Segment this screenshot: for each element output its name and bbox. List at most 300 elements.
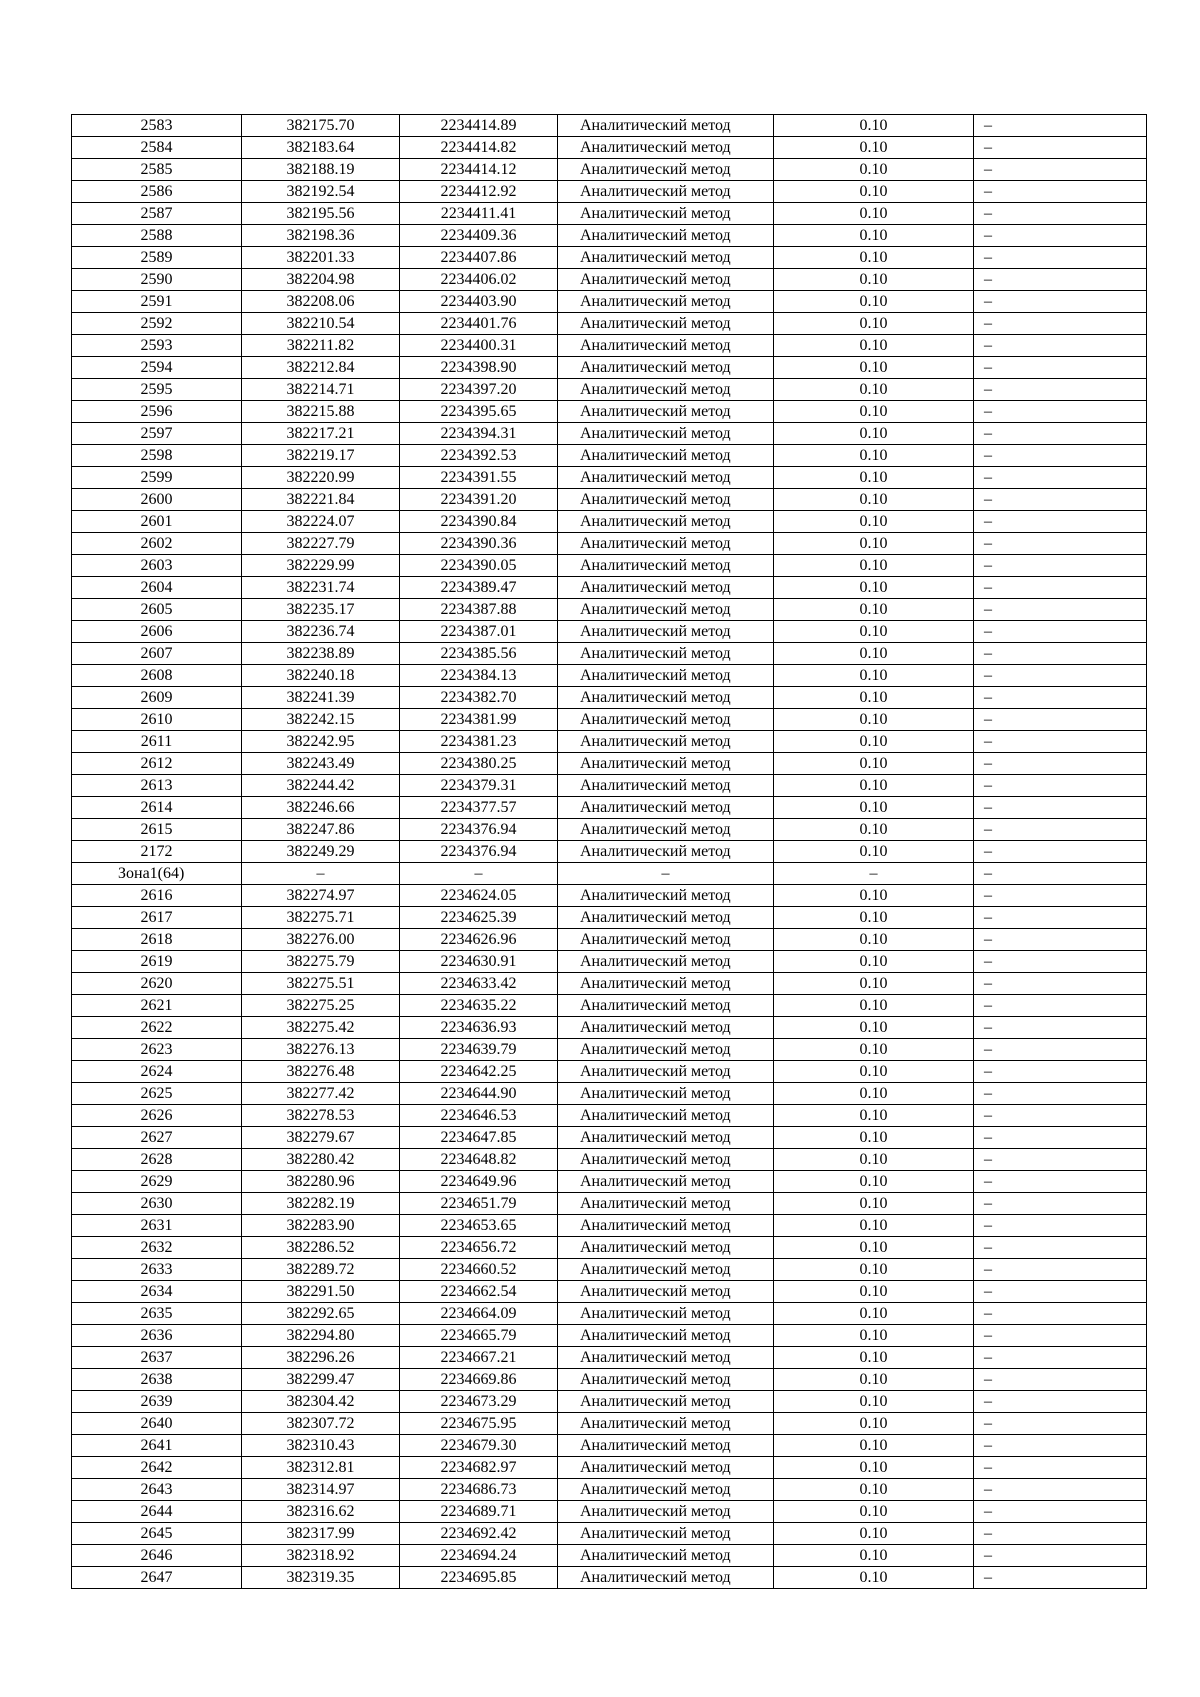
x-coordinate-cell: 382275.79	[242, 951, 400, 973]
x-coordinate-cell: 382215.88	[242, 401, 400, 423]
precision-cell: 0.10	[774, 423, 974, 445]
method-cell: Аналитический метод	[558, 1479, 774, 1501]
table-row	[72, 929, 1147, 951]
x-coordinate-cell: 382286.52	[242, 1237, 400, 1259]
precision-cell: 0.10	[774, 731, 974, 753]
table-row	[72, 1237, 1147, 1259]
note-cell: –	[974, 995, 1147, 1017]
x-coordinate-cell: 382227.79	[242, 533, 400, 555]
point-number-cell: 2618	[72, 929, 242, 951]
method-cell: Аналитический метод	[558, 357, 774, 379]
x-coordinate-cell: 382192.54	[242, 181, 400, 203]
x-coordinate-cell: 382188.19	[242, 159, 400, 181]
method-cell: Аналитический метод	[558, 137, 774, 159]
precision-cell: 0.10	[774, 225, 974, 247]
point-number-cell: 2604	[72, 577, 242, 599]
point-number-cell: 2635	[72, 1303, 242, 1325]
y-coordinate-cell: 2234376.94	[400, 819, 558, 841]
y-coordinate-cell: 2234633.42	[400, 973, 558, 995]
precision-cell: 0.10	[774, 1281, 974, 1303]
note-cell: –	[974, 335, 1147, 357]
x-coordinate-cell: 382201.33	[242, 247, 400, 269]
table-row	[72, 1457, 1147, 1479]
point-number-cell: 2606	[72, 621, 242, 643]
y-coordinate-cell: 2234646.53	[400, 1105, 558, 1127]
x-coordinate-cell: 382276.48	[242, 1061, 400, 1083]
table-row	[72, 577, 1147, 599]
note-cell: –	[974, 401, 1147, 423]
precision-cell: 0.10	[774, 1039, 974, 1061]
precision-cell: 0.10	[774, 973, 974, 995]
x-coordinate-cell: 382229.99	[242, 555, 400, 577]
note-cell: –	[974, 1061, 1147, 1083]
y-coordinate-cell: 2234394.31	[400, 423, 558, 445]
precision-cell: 0.10	[774, 1523, 974, 1545]
x-coordinate-cell: 382296.26	[242, 1347, 400, 1369]
table-row	[72, 291, 1147, 313]
y-coordinate-cell: 2234391.20	[400, 489, 558, 511]
precision-cell: 0.10	[774, 1303, 974, 1325]
table-row	[72, 181, 1147, 203]
point-number-cell: 2587	[72, 203, 242, 225]
y-coordinate-cell: 2234664.09	[400, 1303, 558, 1325]
note-cell: –	[974, 379, 1147, 401]
y-coordinate-cell: 2234392.53	[400, 445, 558, 467]
method-cell: Аналитический метод	[558, 1259, 774, 1281]
x-coordinate-cell: 382183.64	[242, 137, 400, 159]
precision-cell: 0.10	[774, 1017, 974, 1039]
note-cell: –	[974, 841, 1147, 863]
precision-cell: 0.10	[774, 137, 974, 159]
table-row	[72, 379, 1147, 401]
point-number-cell: 2596	[72, 401, 242, 423]
y-coordinate-cell: 2234412.92	[400, 181, 558, 203]
note-cell: –	[974, 1303, 1147, 1325]
table-row	[72, 1083, 1147, 1105]
y-coordinate-cell: 2234682.97	[400, 1457, 558, 1479]
x-coordinate-cell: 382279.67	[242, 1127, 400, 1149]
note-cell: –	[974, 1325, 1147, 1347]
method-cell: Аналитический метод	[558, 1281, 774, 1303]
x-coordinate-cell: 382275.42	[242, 1017, 400, 1039]
x-coordinate-cell: 382247.86	[242, 819, 400, 841]
y-coordinate-cell: 2234695.85	[400, 1567, 558, 1589]
note-cell: –	[974, 775, 1147, 797]
note-cell: –	[974, 1369, 1147, 1391]
note-cell: –	[974, 819, 1147, 841]
x-coordinate-cell: 382240.18	[242, 665, 400, 687]
x-coordinate-cell: 382217.21	[242, 423, 400, 445]
method-cell: Аналитический метод	[558, 665, 774, 687]
y-coordinate-cell: 2234409.36	[400, 225, 558, 247]
precision-cell: 0.10	[774, 401, 974, 423]
precision-cell: 0.10	[774, 1457, 974, 1479]
y-coordinate-cell: 2234625.39	[400, 907, 558, 929]
precision-cell: 0.10	[774, 291, 974, 313]
note-cell: –	[974, 313, 1147, 335]
method-cell: Аналитический метод	[558, 401, 774, 423]
table-row	[72, 973, 1147, 995]
x-coordinate-cell: 382208.06	[242, 291, 400, 313]
x-coordinate-cell: 382219.17	[242, 445, 400, 467]
table-row	[72, 423, 1147, 445]
note-cell: –	[974, 1545, 1147, 1567]
precision-cell: 0.10	[774, 1215, 974, 1237]
method-cell: Аналитический метод	[558, 291, 774, 313]
method-cell: Аналитический метод	[558, 819, 774, 841]
point-number-cell: 2636	[72, 1325, 242, 1347]
method-cell: Аналитический метод	[558, 1105, 774, 1127]
precision-cell: 0.10	[774, 467, 974, 489]
point-number-cell: 2584	[72, 137, 242, 159]
point-number-cell: 2637	[72, 1347, 242, 1369]
y-coordinate-cell: 2234667.21	[400, 1347, 558, 1369]
point-number-cell: 2599	[72, 467, 242, 489]
point-number-cell: 2647	[72, 1567, 242, 1589]
x-coordinate-cell: 382242.15	[242, 709, 400, 731]
y-coordinate-cell: 2234376.94	[400, 841, 558, 863]
method-cell: Аналитический метод	[558, 181, 774, 203]
method-cell: Аналитический метод	[558, 1413, 774, 1435]
note-cell: –	[974, 533, 1147, 555]
table-row	[72, 665, 1147, 687]
y-coordinate-cell: 2234381.99	[400, 709, 558, 731]
table-row	[72, 489, 1147, 511]
method-cell: Аналитический метод	[558, 1083, 774, 1105]
x-coordinate-cell: 382294.80	[242, 1325, 400, 1347]
method-cell: Аналитический метод	[558, 423, 774, 445]
precision-cell: 0.10	[774, 1479, 974, 1501]
method-cell: Аналитический метод	[558, 203, 774, 225]
note-cell: –	[974, 247, 1147, 269]
y-coordinate-cell: 2234694.24	[400, 1545, 558, 1567]
table-row	[72, 115, 1147, 137]
y-coordinate-cell: 2234649.96	[400, 1171, 558, 1193]
method-cell: Аналитический метод	[558, 885, 774, 907]
table-row	[72, 1369, 1147, 1391]
y-coordinate-cell: 2234379.31	[400, 775, 558, 797]
table-row	[72, 1017, 1147, 1039]
point-number-cell: 2613	[72, 775, 242, 797]
x-coordinate-cell: 382276.00	[242, 929, 400, 951]
note-cell: –	[974, 445, 1147, 467]
method-cell: Аналитический метод	[558, 1171, 774, 1193]
note-cell: –	[974, 885, 1147, 907]
point-number-cell: 2590	[72, 269, 242, 291]
method-cell: Аналитический метод	[558, 313, 774, 335]
y-coordinate-cell: 2234689.71	[400, 1501, 558, 1523]
precision-cell: 0.10	[774, 1435, 974, 1457]
note-cell: –	[974, 1501, 1147, 1523]
y-coordinate-cell: 2234656.72	[400, 1237, 558, 1259]
y-coordinate-cell: 2234397.20	[400, 379, 558, 401]
method-cell: –	[558, 863, 774, 885]
method-cell: Аналитический метод	[558, 687, 774, 709]
x-coordinate-cell: 382276.13	[242, 1039, 400, 1061]
x-coordinate-cell: 382316.62	[242, 1501, 400, 1523]
y-coordinate-cell: 2234406.02	[400, 269, 558, 291]
precision-cell: 0.10	[774, 1105, 974, 1127]
y-coordinate-cell: 2234401.76	[400, 313, 558, 335]
precision-cell: 0.10	[774, 1567, 974, 1589]
precision-cell: –	[774, 863, 974, 885]
x-coordinate-cell: 382289.72	[242, 1259, 400, 1281]
point-number-cell: 2592	[72, 313, 242, 335]
point-number-cell: 2634	[72, 1281, 242, 1303]
point-number-cell: 2639	[72, 1391, 242, 1413]
method-cell: Аналитический метод	[558, 115, 774, 137]
method-cell: Аналитический метод	[558, 599, 774, 621]
x-coordinate-cell: 382318.92	[242, 1545, 400, 1567]
method-cell: Аналитический метод	[558, 445, 774, 467]
y-coordinate-cell: 2234407.86	[400, 247, 558, 269]
note-cell: –	[974, 1171, 1147, 1193]
y-coordinate-cell: 2234644.90	[400, 1083, 558, 1105]
note-cell: –	[974, 1259, 1147, 1281]
table-row	[72, 1479, 1147, 1501]
precision-cell: 0.10	[774, 1369, 974, 1391]
method-cell: Аналитический метод	[558, 1545, 774, 1567]
point-number-cell: 2608	[72, 665, 242, 687]
note-cell: –	[974, 643, 1147, 665]
x-coordinate-cell: 382235.17	[242, 599, 400, 621]
method-cell: Аналитический метод	[558, 225, 774, 247]
table-row	[72, 1171, 1147, 1193]
table-row	[72, 203, 1147, 225]
y-coordinate-cell: 2234635.22	[400, 995, 558, 1017]
point-number-cell: Зона1(64)	[72, 863, 242, 885]
note-cell: –	[974, 291, 1147, 313]
x-coordinate-cell: 382283.90	[242, 1215, 400, 1237]
point-number-cell: 2589	[72, 247, 242, 269]
precision-cell: 0.10	[774, 709, 974, 731]
note-cell: –	[974, 731, 1147, 753]
point-number-cell: 2626	[72, 1105, 242, 1127]
note-cell: –	[974, 599, 1147, 621]
note-cell: –	[974, 1567, 1147, 1589]
precision-cell: 0.10	[774, 775, 974, 797]
precision-cell: 0.10	[774, 247, 974, 269]
precision-cell: 0.10	[774, 1325, 974, 1347]
precision-cell: 0.10	[774, 357, 974, 379]
method-cell: Аналитический метод	[558, 1347, 774, 1369]
note-cell: –	[974, 1127, 1147, 1149]
note-cell: –	[974, 1391, 1147, 1413]
y-coordinate-cell: 2234653.65	[400, 1215, 558, 1237]
y-coordinate-cell: 2234662.54	[400, 1281, 558, 1303]
y-coordinate-cell: 2234673.29	[400, 1391, 558, 1413]
table-row	[72, 467, 1147, 489]
method-cell: Аналитический метод	[558, 1325, 774, 1347]
note-cell: –	[974, 1523, 1147, 1545]
precision-cell: 0.10	[774, 159, 974, 181]
table-row	[72, 1259, 1147, 1281]
table-row	[72, 1215, 1147, 1237]
precision-cell: 0.10	[774, 379, 974, 401]
point-number-cell: 2615	[72, 819, 242, 841]
x-coordinate-cell: 382282.19	[242, 1193, 400, 1215]
precision-cell: 0.10	[774, 181, 974, 203]
point-number-cell: 2586	[72, 181, 242, 203]
y-coordinate-cell: 2234391.55	[400, 467, 558, 489]
note-cell: –	[974, 115, 1147, 137]
point-number-cell: 2597	[72, 423, 242, 445]
point-number-cell: 2629	[72, 1171, 242, 1193]
note-cell: –	[974, 467, 1147, 489]
x-coordinate-cell: 382249.29	[242, 841, 400, 863]
y-coordinate-cell: 2234414.82	[400, 137, 558, 159]
y-coordinate-cell: 2234400.31	[400, 335, 558, 357]
point-number-cell: 2602	[72, 533, 242, 555]
method-cell: Аналитический метод	[558, 995, 774, 1017]
precision-cell: 0.10	[774, 313, 974, 335]
x-coordinate-cell: 382280.42	[242, 1149, 400, 1171]
note-cell: –	[974, 357, 1147, 379]
note-cell: –	[974, 621, 1147, 643]
method-cell: Аналитический метод	[558, 1369, 774, 1391]
note-cell: –	[974, 687, 1147, 709]
method-cell: Аналитический метод	[558, 1127, 774, 1149]
point-number-cell: 2622	[72, 1017, 242, 1039]
y-coordinate-cell: 2234403.90	[400, 291, 558, 313]
y-coordinate-cell: 2234390.05	[400, 555, 558, 577]
note-cell: –	[974, 951, 1147, 973]
method-cell: Аналитический метод	[558, 379, 774, 401]
method-cell: Аналитический метод	[558, 1501, 774, 1523]
y-coordinate-cell: –	[400, 863, 558, 885]
method-cell: Аналитический метод	[558, 467, 774, 489]
y-coordinate-cell: 2234387.01	[400, 621, 558, 643]
note-cell: –	[974, 423, 1147, 445]
y-coordinate-cell: 2234398.90	[400, 357, 558, 379]
method-cell: Аналитический метод	[558, 1391, 774, 1413]
table-row	[72, 797, 1147, 819]
point-number-cell: 2644	[72, 1501, 242, 1523]
y-coordinate-cell: 2234648.82	[400, 1149, 558, 1171]
precision-cell: 0.10	[774, 885, 974, 907]
y-coordinate-cell: 2234630.91	[400, 951, 558, 973]
y-coordinate-cell: 2234651.79	[400, 1193, 558, 1215]
note-cell: –	[974, 159, 1147, 181]
point-number-cell: 2607	[72, 643, 242, 665]
point-number-cell: 2172	[72, 841, 242, 863]
note-cell: –	[974, 709, 1147, 731]
precision-cell: 0.10	[774, 995, 974, 1017]
point-number-cell: 2640	[72, 1413, 242, 1435]
table-row	[72, 599, 1147, 621]
point-number-cell: 2603	[72, 555, 242, 577]
method-cell: Аналитический метод	[558, 1215, 774, 1237]
note-cell: –	[974, 1215, 1147, 1237]
table-row	[72, 225, 1147, 247]
x-coordinate-cell: 382175.70	[242, 115, 400, 137]
precision-cell: 0.10	[774, 1545, 974, 1567]
precision-cell: 0.10	[774, 115, 974, 137]
note-cell: –	[974, 1479, 1147, 1501]
table-row	[72, 1105, 1147, 1127]
x-coordinate-cell: 382317.99	[242, 1523, 400, 1545]
x-coordinate-cell: 382291.50	[242, 1281, 400, 1303]
note-cell: –	[974, 555, 1147, 577]
note-cell: –	[974, 489, 1147, 511]
table-row	[72, 907, 1147, 929]
method-cell: Аналитический метод	[558, 1237, 774, 1259]
table-row	[72, 1127, 1147, 1149]
point-number-cell: 2611	[72, 731, 242, 753]
y-coordinate-cell: 2234639.79	[400, 1039, 558, 1061]
note-cell: –	[974, 1457, 1147, 1479]
table-row	[72, 1413, 1147, 1435]
table-row	[72, 445, 1147, 467]
point-number-cell: 2583	[72, 115, 242, 137]
table-row	[72, 137, 1147, 159]
note-cell: –	[974, 577, 1147, 599]
table-row	[72, 1545, 1147, 1567]
precision-cell: 0.10	[774, 753, 974, 775]
note-cell: –	[974, 1017, 1147, 1039]
point-number-cell: 2595	[72, 379, 242, 401]
table-row	[72, 1347, 1147, 1369]
x-coordinate-cell: 382198.36	[242, 225, 400, 247]
note-cell: –	[974, 1413, 1147, 1435]
precision-cell: 0.10	[774, 511, 974, 533]
table-row	[72, 357, 1147, 379]
note-cell: –	[974, 1105, 1147, 1127]
table-row	[72, 775, 1147, 797]
y-coordinate-cell: 2234387.88	[400, 599, 558, 621]
x-coordinate-cell: 382210.54	[242, 313, 400, 335]
method-cell: Аналитический метод	[558, 511, 774, 533]
y-coordinate-cell: 2234636.93	[400, 1017, 558, 1039]
x-coordinate-cell: 382238.89	[242, 643, 400, 665]
x-coordinate-cell: 382224.07	[242, 511, 400, 533]
x-coordinate-cell: –	[242, 863, 400, 885]
precision-cell: 0.10	[774, 819, 974, 841]
point-number-cell: 2625	[72, 1083, 242, 1105]
x-coordinate-cell: 382280.96	[242, 1171, 400, 1193]
x-coordinate-cell: 382277.42	[242, 1083, 400, 1105]
precision-cell: 0.10	[774, 929, 974, 951]
y-coordinate-cell: 2234665.79	[400, 1325, 558, 1347]
point-number-cell: 2610	[72, 709, 242, 731]
x-coordinate-cell: 382319.35	[242, 1567, 400, 1589]
point-number-cell: 2609	[72, 687, 242, 709]
table-row	[72, 313, 1147, 335]
method-cell: Аналитический метод	[558, 159, 774, 181]
y-coordinate-cell: 2234384.13	[400, 665, 558, 687]
note-cell: –	[974, 863, 1147, 885]
y-coordinate-cell: 2234642.25	[400, 1061, 558, 1083]
precision-cell: 0.10	[774, 621, 974, 643]
note-cell: –	[974, 1281, 1147, 1303]
point-number-cell: 2628	[72, 1149, 242, 1171]
precision-cell: 0.10	[774, 951, 974, 973]
point-number-cell: 2631	[72, 1215, 242, 1237]
y-coordinate-cell: 2234390.36	[400, 533, 558, 555]
table-row	[72, 1567, 1147, 1589]
method-cell: Аналитический метод	[558, 1039, 774, 1061]
point-number-cell: 2633	[72, 1259, 242, 1281]
method-cell: Аналитический метод	[558, 1523, 774, 1545]
table-row	[72, 731, 1147, 753]
precision-cell: 0.10	[774, 1193, 974, 1215]
y-coordinate-cell: 2234414.12	[400, 159, 558, 181]
point-number-cell: 2641	[72, 1435, 242, 1457]
point-number-cell: 2614	[72, 797, 242, 819]
point-number-cell: 2619	[72, 951, 242, 973]
precision-cell: 0.10	[774, 841, 974, 863]
method-cell: Аналитический метод	[558, 709, 774, 731]
